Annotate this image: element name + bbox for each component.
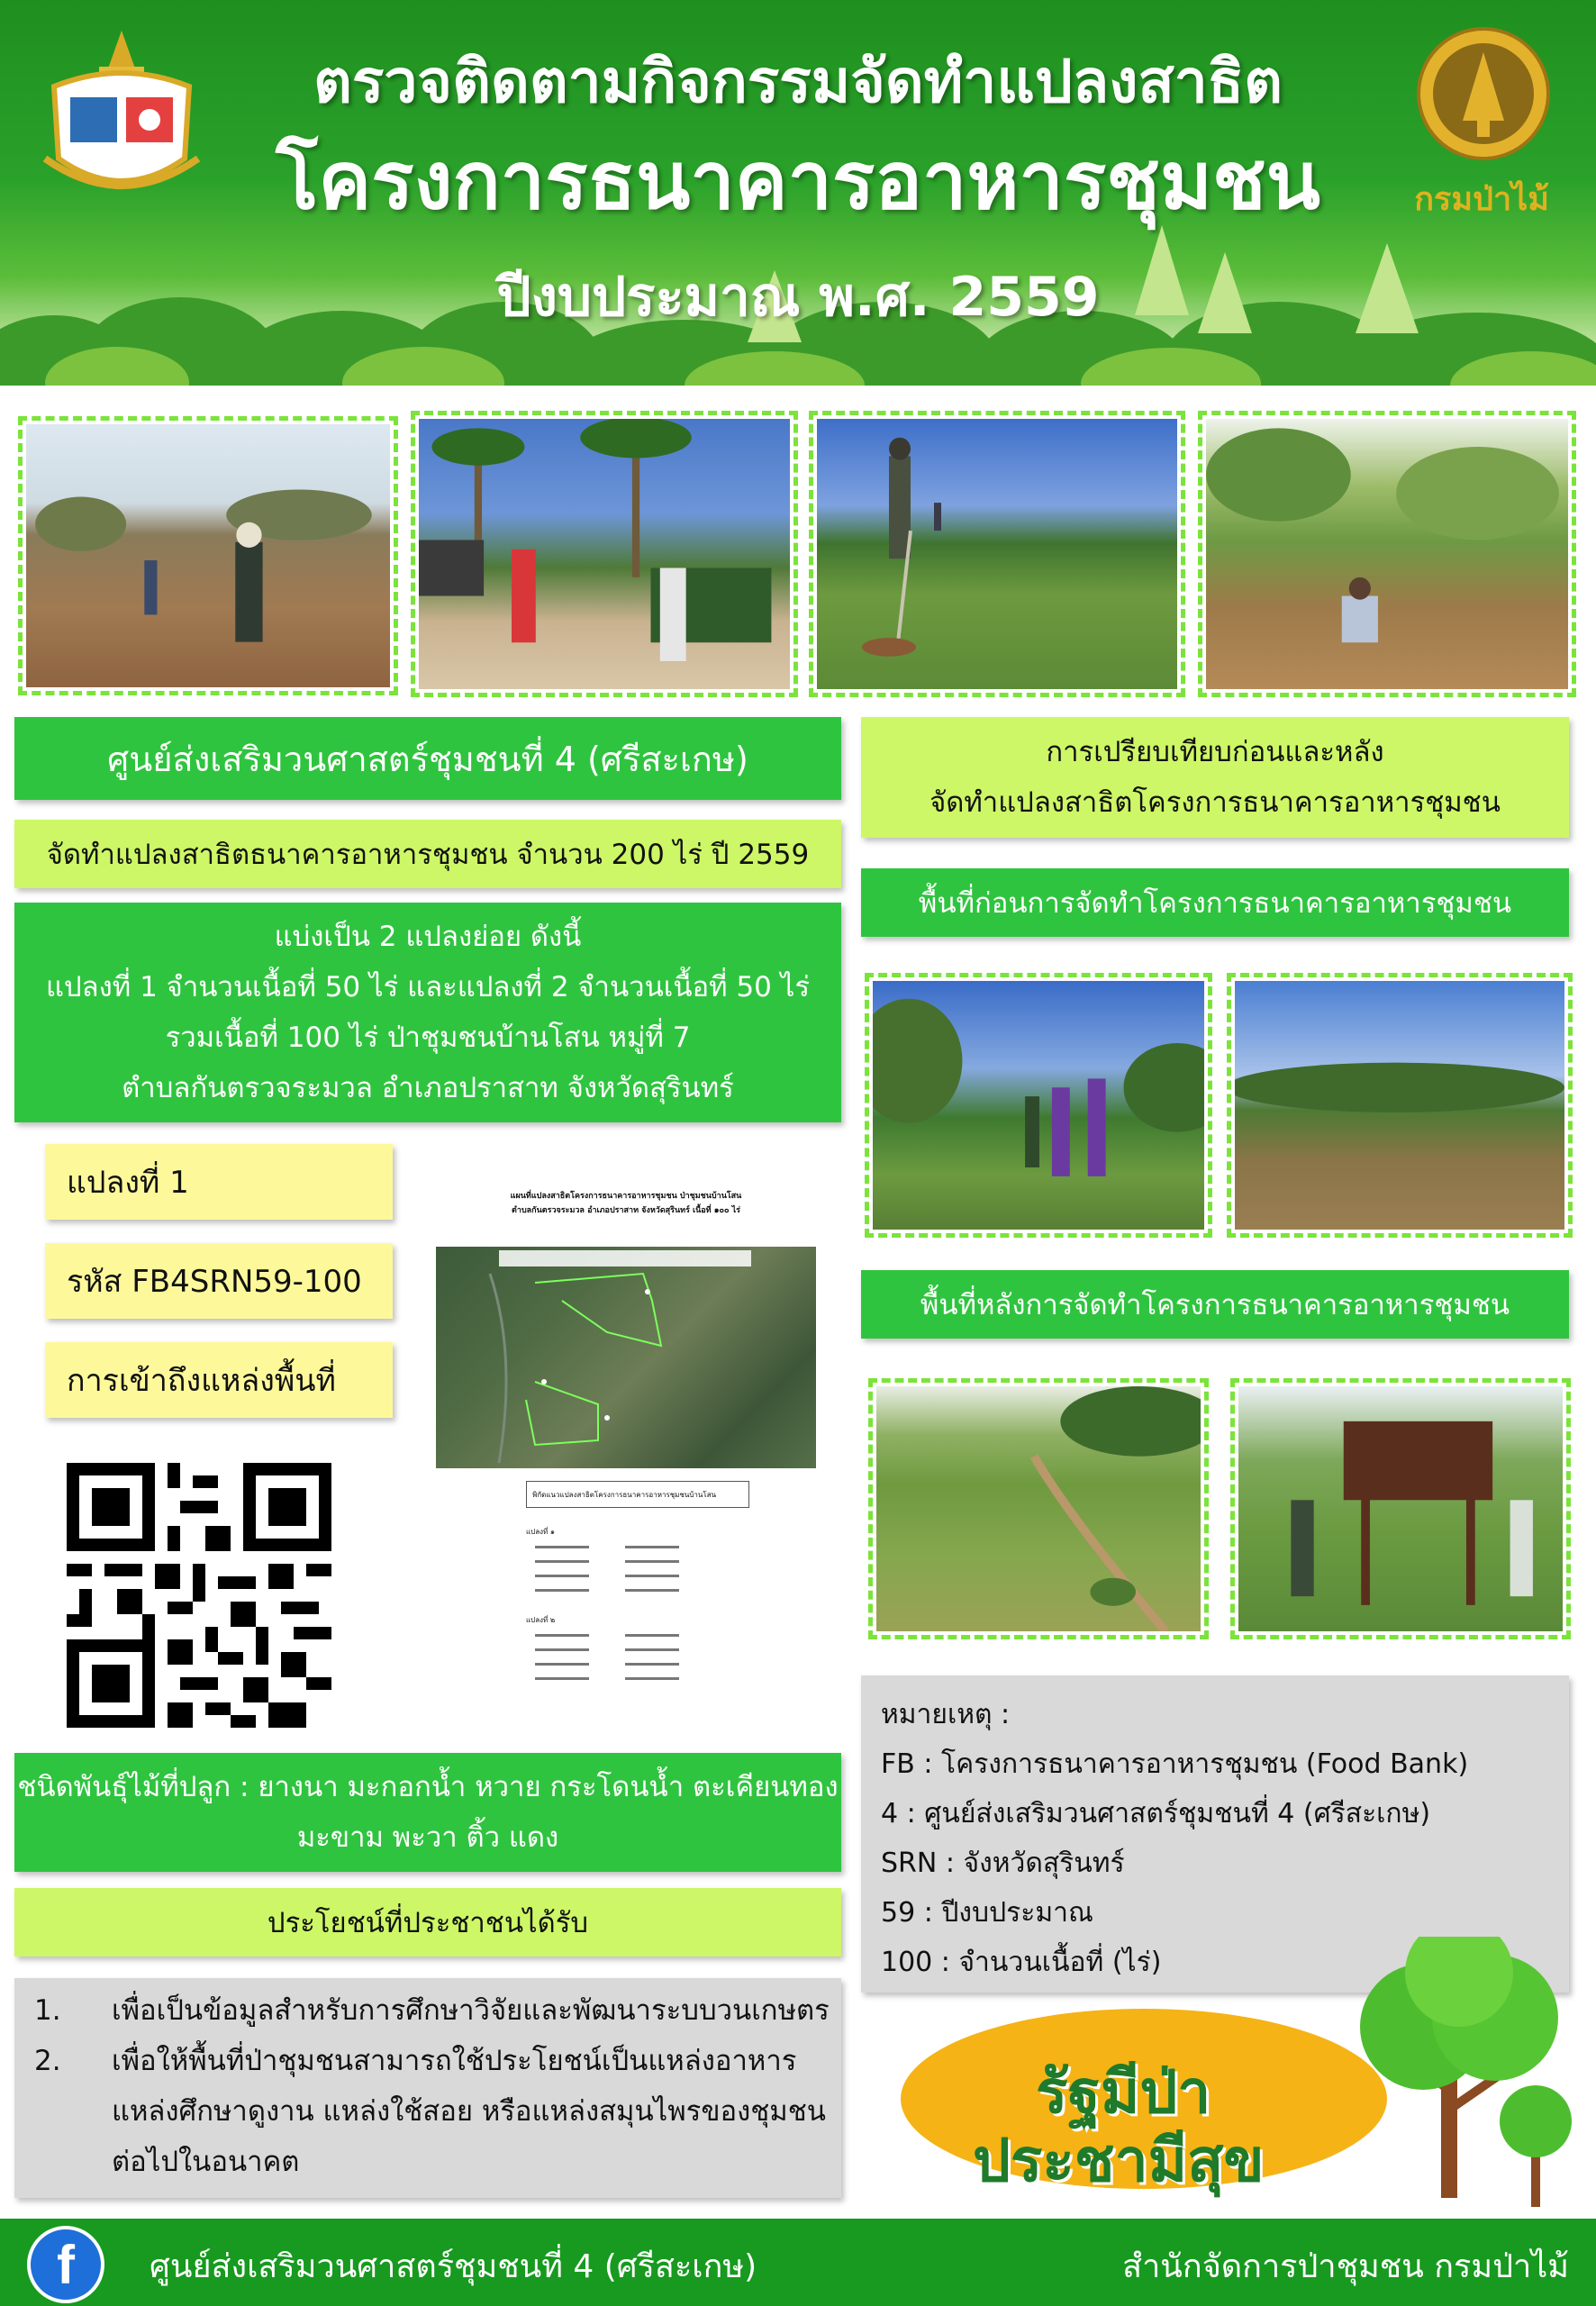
note-fb: FB : โครงการธนาคารอาหารชุมชน (Food Bank)	[881, 1748, 1469, 1780]
center-name: ศูนย์ส่งเสริมวนศาสตร์ชุมชนที่ 4 (ศรีสะเกษ)	[107, 739, 748, 779]
benefits-list-box	[14, 1978, 841, 2198]
coords-group-2-label: แปลงที่ ๒	[526, 1616, 556, 1624]
footer-left-text: ศูนย์ส่งเสริมวนศาสตร์ชุมชนที่ 4 (ศรีสะเกษ)	[150, 2248, 757, 2285]
benefit-text-2a: เพื่อให้พื้นที่ป่าชุมชนสามารถใช้ประโยชน์เป็นแหล่งอาหาร	[112, 2045, 797, 2077]
after-label-box	[861, 1270, 1569, 1339]
slogan-graphic	[901, 1937, 1596, 2216]
note-area: 100 : จำนวนเนื้อที่ (ไร่)	[881, 1947, 1162, 1978]
photo-frame-3	[809, 411, 1185, 697]
photo-frame-2	[411, 411, 798, 697]
benefits-title: ประโยชน์ที่ประชาชนได้รับ	[267, 1907, 589, 1939]
department-name: กรมป่าไม้	[1414, 181, 1549, 218]
qr-code[interactable]	[67, 1463, 331, 1728]
map-doc-title-2: ตำบลกันตรวจระมวล อำเภอปราสาท จังหวัดสุรินทร์ เนื้อที่ ๑๐๐ ไร่	[512, 1206, 740, 1215]
benefit-text-2b: แหล่งศึกษาดูงาน แหล่งใช้สอย หรือแหล่งสมุนไพรของชุมชน	[112, 2095, 826, 2128]
division-line-3: รวมเนื้อที่ 100 ไร่ ป่าชุมชนบ้านโสน หมู่ที่ 7	[165, 1021, 691, 1054]
before-photo-frame-1	[865, 973, 1212, 1238]
coords-table-2	[526, 1629, 706, 1692]
division-line-1: แบ่งเป็น 2 แปลงย่อย ดังนี้	[274, 921, 582, 953]
photo-digging-field	[817, 419, 1177, 689]
header-title-line2: โครงการธนาคารอาหารชุมชน	[276, 134, 1320, 227]
before-photo-inspection	[873, 981, 1204, 1230]
coords-title: พิกัดแนวแปลงสาธิตโครงการธนาคารอาหารชุมชนบ้านโสน	[532, 1490, 717, 1499]
compare-line-1: การเปรียบเทียบก่อนและหลัง	[1046, 736, 1384, 768]
after-photo-frame-1	[868, 1378, 1209, 1639]
division-line-4: ตำบลกันตรวจระมวล อำเภอปราสาท จังหวัดสุรินทร์	[122, 1072, 734, 1104]
compare-box	[861, 717, 1569, 838]
header-title-line1: ตรวจติดตามกิจกรรมจัดทำแปลงสาธิต	[313, 47, 1283, 116]
facebook-icon[interactable]: f	[27, 2226, 104, 2303]
benefits-title-box	[14, 1888, 841, 1956]
access-label: การเข้าถึงแหล่งพื้นที่	[67, 1363, 336, 1399]
before-photo-bare-plot	[1235, 981, 1564, 1230]
slogan-line-2: ประชามีสุข	[973, 2126, 1265, 2195]
coords-table-1	[526, 1540, 706, 1603]
benefit-item-2	[34, 2036, 841, 2187]
coords-group-1-label: แปลงที่ ๑	[526, 1528, 555, 1536]
before-label: พื้นที่ก่อนการจัดทำโครงการธนาคารอาหารชุมชน	[918, 887, 1512, 920]
note-srn: SRN : จังหวัดสุรินทร์	[881, 1848, 1125, 1879]
photo-seedlings-truck	[419, 419, 790, 689]
map-document	[432, 1171, 820, 1711]
plot-number: แปลงที่ 1	[67, 1165, 189, 1201]
after-photo-frame-2	[1230, 1378, 1571, 1639]
benefit-item-1	[34, 1985, 841, 2036]
benefit-number-2: 2.	[34, 2045, 61, 2077]
header-banner	[0, 0, 1596, 396]
footer-right-text: สำนักจัดการป่าชุมชน กรมป่าไม้	[1122, 2248, 1569, 2285]
photo-planting-dry-field	[26, 424, 390, 687]
after-label: พื้นที่หลังการจัดทำโครงการธนาคารอาหารชุมชน	[920, 1289, 1510, 1321]
map-doc-title-1: แผนที่แปลงสาธิตโครงการธนาคารอาหารชุมชน ป่าชุมชนบ้านโสน	[510, 1192, 742, 1201]
plot-division-box	[14, 903, 841, 1122]
photo-woman-planting	[1206, 419, 1568, 689]
plot-summary-box	[14, 820, 841, 888]
note-center: 4 : ศูนย์ส่งเสริมวนศาสตร์ชุมชนที่ 4 (ศรีสะเกษ)	[881, 1798, 1431, 1829]
benefit-number-1: 1.	[34, 1994, 61, 2027]
slogan-line-1: รัฐมีป่า	[1036, 2057, 1211, 2127]
after-photo-grass-path	[876, 1386, 1201, 1631]
center-name-box	[14, 717, 841, 800]
plot-code: รหัส FB4SRN59-100	[67, 1264, 362, 1300]
coords-title-box	[526, 1481, 749, 1508]
before-photo-frame-2	[1227, 973, 1573, 1238]
plot-summary: จัดทำแปลงสาธิตธนาคารอาหารชุมชน จำนวน 200 ไร่ ปี 2559	[46, 839, 810, 871]
satellite-map	[436, 1247, 816, 1468]
species-line-2: มะขาม พะวา ติ้ว แดง	[296, 1821, 559, 1854]
species-line-1: ชนิดพันธุ์ไม้ที่ปลูก : ยางนา มะกอกน้ำ หวาย กระโดนน้ำ ตะเคียนทอง	[17, 1771, 839, 1803]
benefit-text-2c: ต่อไปในอนาคต	[112, 2146, 300, 2178]
header-title-line3: ปีงบประมาณ พ.ศ. 2559	[496, 266, 1100, 329]
after-photo-project-sign	[1238, 1386, 1563, 1631]
plot-number-box	[45, 1144, 393, 1220]
notes-title: หมายเหตุ :	[881, 1699, 1011, 1730]
footer-bar	[0, 2219, 1596, 2306]
species-box	[14, 1753, 841, 1872]
note-year: 59 : ปีงบประมาณ	[881, 1897, 1093, 1929]
compare-line-2: จัดทำแปลงสาธิตโครงการธนาคารอาหารชุมชน	[929, 786, 1501, 819]
before-label-box	[861, 868, 1569, 937]
benefit-text-1: เพื่อเป็นข้อมูลสำหรับการศึกษาวิจัยและพัฒนาระบบวนเกษตร	[112, 1994, 830, 2027]
photo-frame-4	[1198, 411, 1576, 697]
plot-code-box	[45, 1243, 393, 1319]
access-box	[45, 1342, 393, 1418]
photo-frame-1	[18, 416, 398, 695]
division-line-2: แปลงที่ 1 จำนวนเนื้อที่ 50 ไร่ และแปลงที่ 2 จำนวนเนื้อที่ 50 ไร่	[46, 971, 810, 1003]
